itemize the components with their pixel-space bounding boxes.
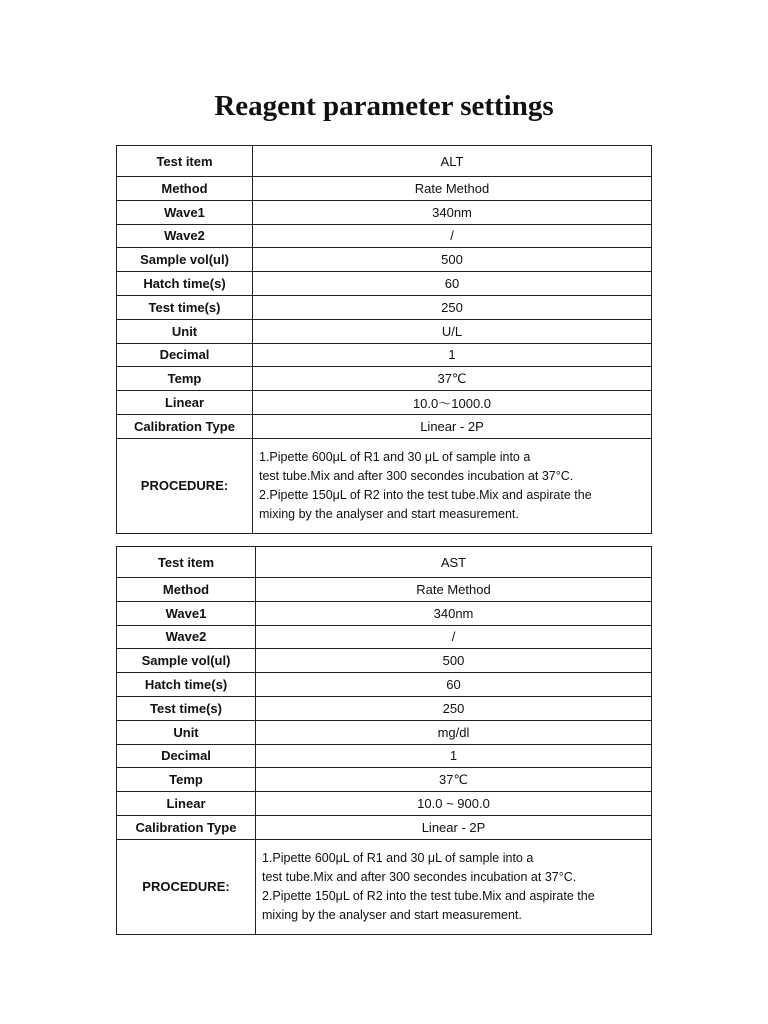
row-value: Rate Method (253, 177, 652, 201)
row-value: mg/dl (256, 720, 652, 744)
table-row-procedure (117, 839, 652, 934)
table-row-test-time (117, 295, 652, 319)
reagent-table-ast (116, 546, 652, 935)
row-label: Wave1 (117, 601, 256, 625)
row-value: 60 (253, 272, 652, 296)
table-row-wave2 (117, 224, 652, 248)
table-row-test-item (117, 146, 652, 177)
table-row-wave2 (117, 625, 652, 649)
row-label: Hatch time(s) (117, 272, 253, 296)
row-label: Test time(s) (117, 295, 253, 319)
row-value: U/L (253, 319, 652, 343)
procedure-line: 1.Pipette 600μL of R1 and 30 μL of sample into a (262, 850, 534, 865)
row-value: 340nm (256, 601, 652, 625)
row-label: Linear (117, 792, 256, 816)
table-row-wave1 (117, 601, 652, 625)
row-label: Linear (117, 391, 253, 415)
procedure-text (253, 438, 652, 533)
procedure-line: mixing by the analyser and start measurement. (262, 907, 522, 922)
row-value: 10.0 ~ 900.0 (256, 792, 652, 816)
procedure-line: 2.Pipette 150μL of R2 into the test tube.Mix and aspirate the (259, 487, 592, 502)
row-value: 1 (253, 343, 652, 367)
table-row-linear (117, 792, 652, 816)
row-value: 1 (256, 744, 652, 768)
row-label: Sample vol(ul) (117, 248, 253, 272)
table-row-wave1 (117, 200, 652, 224)
row-value: Linear - 2P (253, 414, 652, 438)
row-label: Temp (117, 768, 256, 792)
row-label: Temp (117, 367, 253, 391)
table-row-decimal (117, 343, 652, 367)
row-label: Calibration Type (117, 414, 253, 438)
row-value: / (256, 625, 652, 649)
row-value: 60 (256, 673, 652, 697)
row-label: Test item (117, 146, 253, 177)
table-row-calibration-type (117, 815, 652, 839)
row-value: 250 (256, 696, 652, 720)
row-value: 37℃ (256, 768, 652, 792)
row-label: Wave1 (117, 200, 253, 224)
row-label: Test item (117, 547, 256, 578)
procedure-text (256, 839, 652, 934)
table-row-calibration-type (117, 414, 652, 438)
row-label: Decimal (117, 744, 256, 768)
procedure-label: PROCEDURE: (117, 839, 256, 934)
row-value: 10.0～1000.0 (253, 391, 652, 415)
row-value: 500 (253, 248, 652, 272)
table-row-sample-vol (117, 649, 652, 673)
row-value: 250 (253, 295, 652, 319)
procedure-line: test tube.Mix and after 300 secondes incubation at 37°C. (262, 869, 577, 884)
table-row-hatch-time (117, 272, 652, 296)
row-value: 37℃ (253, 367, 652, 391)
row-value: Rate Method (256, 578, 652, 602)
procedure-line: mixing by the analyser and start measurement. (259, 506, 519, 521)
row-label: Hatch time(s) (117, 673, 256, 697)
table-row-linear (117, 391, 652, 415)
table-row-method (117, 177, 652, 201)
row-value: 500 (256, 649, 652, 673)
page-title: Reagent parameter settings (214, 90, 554, 122)
reagent-table-alt (116, 145, 652, 534)
row-value: / (253, 224, 652, 248)
row-label: Unit (117, 319, 253, 343)
procedure-label: PROCEDURE: (117, 438, 253, 533)
procedure-line: 1.Pipette 600μL of R1 and 30 μL of sample into a (259, 449, 531, 464)
table-row-decimal (117, 744, 652, 768)
table-row-method (117, 578, 652, 602)
row-label: Unit (117, 720, 256, 744)
procedure-line: test tube.Mix and after 300 secondes incubation at 37°C. (259, 468, 574, 483)
row-label: Sample vol(ul) (117, 649, 256, 673)
row-value: ALT (253, 146, 652, 177)
table-row-temp (117, 367, 652, 391)
table-row-procedure (117, 438, 652, 533)
row-value: AST (256, 547, 652, 578)
row-label: Test time(s) (117, 696, 256, 720)
table-row-test-time (117, 696, 652, 720)
row-value: 340nm (253, 200, 652, 224)
table-row-temp (117, 768, 652, 792)
row-value: Linear - 2P (256, 815, 652, 839)
row-label: Decimal (117, 343, 253, 367)
row-label: Wave2 (117, 625, 256, 649)
row-label: Calibration Type (117, 815, 256, 839)
row-label: Method (117, 578, 256, 602)
table-row-hatch-time (117, 673, 652, 697)
table-row-unit (117, 720, 652, 744)
table-row-test-item (117, 547, 652, 578)
row-label: Method (117, 177, 253, 201)
procedure-line: 2.Pipette 150μL of R2 into the test tube.Mix and aspirate the (262, 888, 595, 903)
table-row-unit (117, 319, 652, 343)
row-label: Wave2 (117, 224, 253, 248)
table-row-sample-vol (117, 248, 652, 272)
